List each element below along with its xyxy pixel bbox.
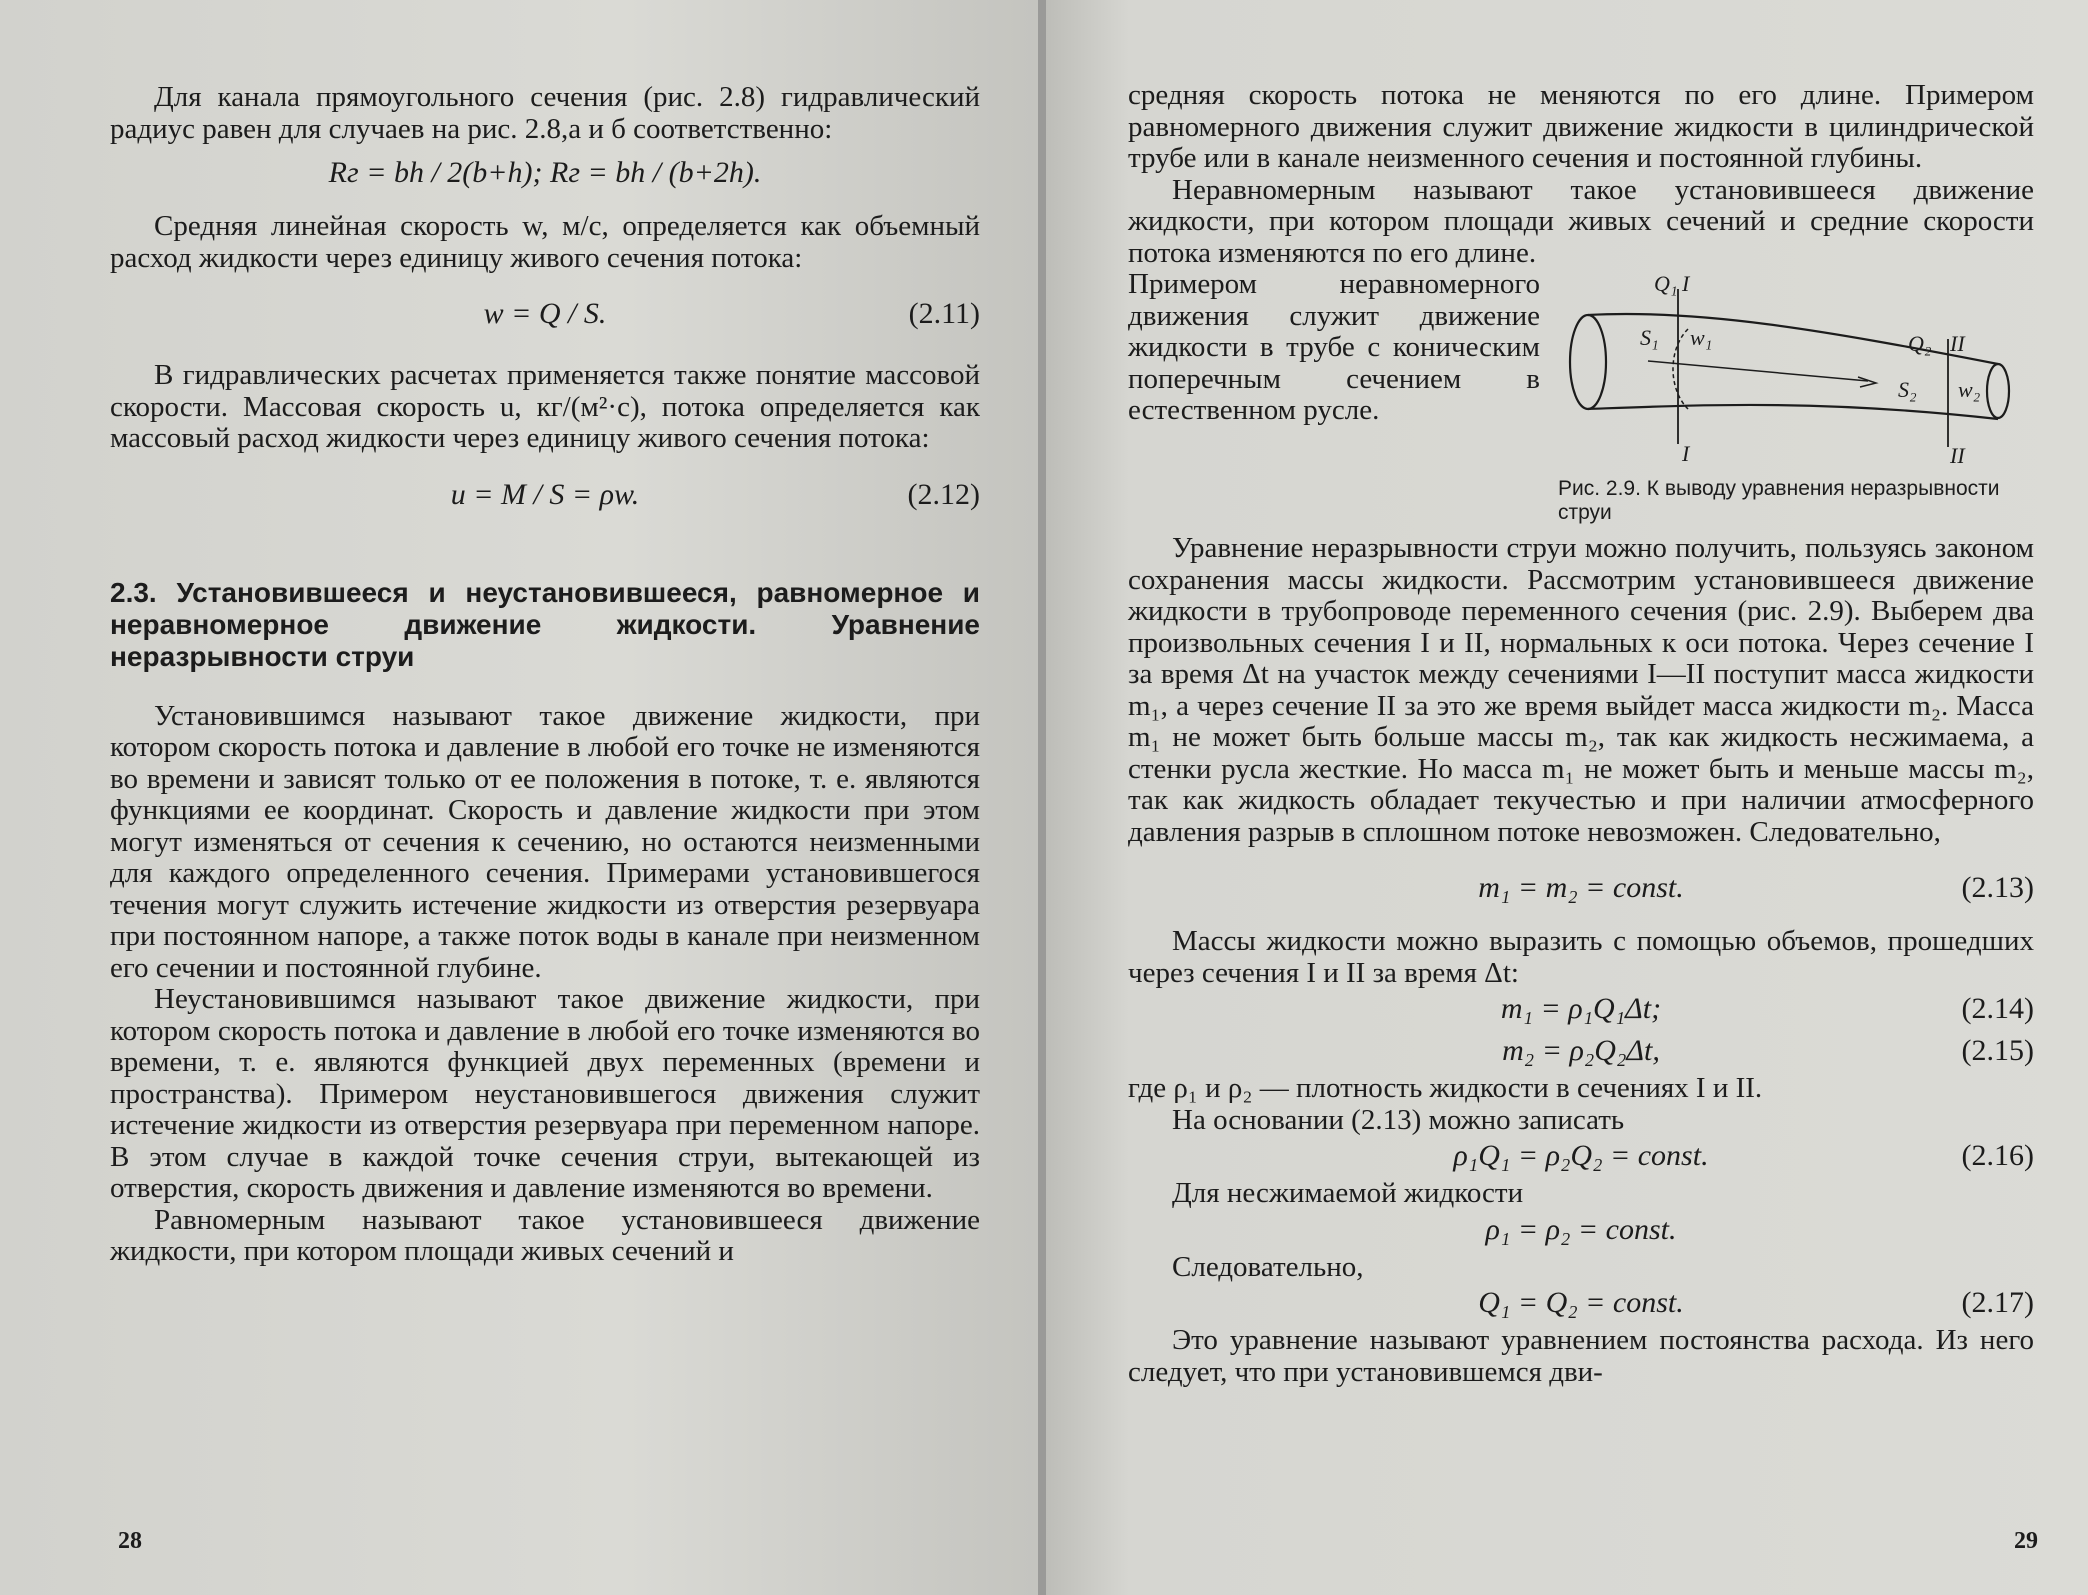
paragraph: Средняя линейная скорость w, м/с, определяется как объемный расход жидкости через единицу живого сечения потока: xyxy=(110,210,980,274)
fig-label: w₂ xyxy=(1958,377,1981,402)
fig-label: II xyxy=(1950,331,1965,356)
paragraph: Неустановившимся называют такое движение жидкости, при котором скорость потока и давление в любой его точке изменяются во времени, т. е. являются функцией двух переменных (времени и пространства). Примером неустановившегося движения служит истечение жидкости из отверстия резервуара при переменном напоре. В этом случае в каждой точке сечения струи, вытекающей из отверстия, скорость движения и давление изменяются во времени. xyxy=(110,983,980,1204)
paragraph: Примером неравномерного движения служит движение жидкости в трубе с коническим поперечным сечением в естественном русле. xyxy=(1128,268,1540,426)
section-heading: 2.3. Установившееся и неустановившееся, равномерное и неравномерное движение жидкости. Уравнение неразрывности струи xyxy=(110,576,980,672)
fig-label: S₂ xyxy=(1898,377,1917,402)
paragraph: Для канала прямоугольного сечения (рис. 2.8) гидравлический радиус равен для случаев на рис. 2.8,а и б соответственно: xyxy=(110,81,980,145)
fig-label: S₁ xyxy=(1640,325,1659,350)
fig-label: I xyxy=(1682,271,1690,296)
equation-density: ρ₁ = ρ₂ = const. xyxy=(1485,1212,1677,1246)
figure-caption: Рис. 2.9. К выводу уравнения неразрывности струи xyxy=(1558,477,2000,524)
fig-label: Q₂ xyxy=(1908,331,1932,356)
right-text-column xyxy=(1128,80,2034,1388)
paragraph: средняя скорость потока не меняются по его длине. Примером равномерного движения служит движение жидкости в цилиндрической трубе или в канале неизменного сечения и постоянной глубины. xyxy=(1128,79,2034,174)
fig-label: w₁ xyxy=(1690,325,1713,350)
paragraph: Следовательно, xyxy=(1172,1250,1364,1283)
paragraph: Равномерным называют такое установившееся движение жидкости, при котором площади живых сечений и xyxy=(110,1203,980,1267)
fig-label: I xyxy=(1682,441,1690,466)
paragraph: Для несжимаемой жидкости xyxy=(1172,1177,1524,1209)
paragraph: Массы жидкости можно выразить с помощью объемов, прошедших через сечения I и II за время Δt: xyxy=(1128,925,2034,989)
paragraph: Неравномерным называют такое установившееся движение жидкости, при котором площади живых сечений и средние скорости потока изменяются по его длине. xyxy=(1128,173,2034,269)
paragraph: В гидравлических расчетах применяется также понятие массовой скорости. Массовая скорость u, кг/(м²·с), потока определяется как массовый расход жидкости через единицу живого сечения потока: xyxy=(110,359,980,454)
equation-2-17: Q₁ = Q₂ = const. (2.17) xyxy=(1478,1286,2034,1319)
page-number: 28 xyxy=(118,1528,142,1554)
figure-block xyxy=(1128,269,2034,533)
left-page xyxy=(0,0,1038,1595)
paragraph: Это уравнение называют уравнением постоянства расхода. Из него следует, что при установившемся дви- xyxy=(1128,1324,2034,1388)
paragraph: где ρ₁ и ρ₂ — плотность жидкости в сечениях I и II. xyxy=(1128,1072,1763,1104)
page-number: 29 xyxy=(2014,1528,2038,1554)
paragraph: На основании (2.13) можно записать xyxy=(1172,1103,1625,1136)
fig-label: Q₁ xyxy=(1654,271,1678,296)
fig-label: II xyxy=(1950,443,1965,468)
paragraph: Установившимся называют такое движение жидкости, при котором скорость потока и давление в любой его точке не изменяются во времени и зависят только от ее положения в потоке, т. е. являются функциями ее координат. Скорость и давление жидкости при этом могут изменяться от сечения к сечению, но остаются неизменными для каждого определенного сечения. Примерами установившегося течения могут служить истечение жидкости из отверстия резервуара при постоянном напоре, а также поток воды в канале при неизменном его сечении и постоянной глубине. xyxy=(110,699,980,984)
equation-2-14: m₁ = ρ₁Q₁Δt; (2.14) xyxy=(1500,992,2034,1025)
right-page xyxy=(1046,0,2088,1595)
equation-2-16: ρ₁Q₁ = ρ₂Q₂ = const. (2.16) xyxy=(1453,1139,2034,1172)
equation-hydraulic-radius: Rг = bh / 2(b+h); Rг = bh / (b+2h). xyxy=(328,156,762,189)
paragraph: Уравнение неразрывности струи можно получить, пользуясь законом сохранения массы жидкости. Рассмотрим установившееся движение жидкости в трубопроводе переменного сечения (рис. 2.9). Выберем два произвольных сечения I и II, нормальных к оси потока. Через сечение I за время Δt на участок между сечениями I—II поступит масса жидкости m₁, а через сечение II за это же время выйдет масса жидкости m₂. Масса m₁ не может быть больше массы m₂, так как жидкость несжимаема, а стенки русла жесткие. Но масса m₁ не может быть и меньше массы m₂, так как жидкость обладает текучестью и при наличии атмосферного давления разрыв в сплошном потоке невозможен. Следовательно, xyxy=(1128,532,2034,848)
equation-2-15: m₂ = ρ₂Q₂Δt, (2.15) xyxy=(1502,1034,2034,1067)
equation-2-11: w = Q / S. (2.11) xyxy=(483,297,980,330)
equation-2-12: u = M / S = ρw. (2.12) xyxy=(450,477,980,511)
equation-2-13: m₁ = m₂ = const. (2.13) xyxy=(1478,871,2034,904)
left-text-column xyxy=(110,82,980,1268)
